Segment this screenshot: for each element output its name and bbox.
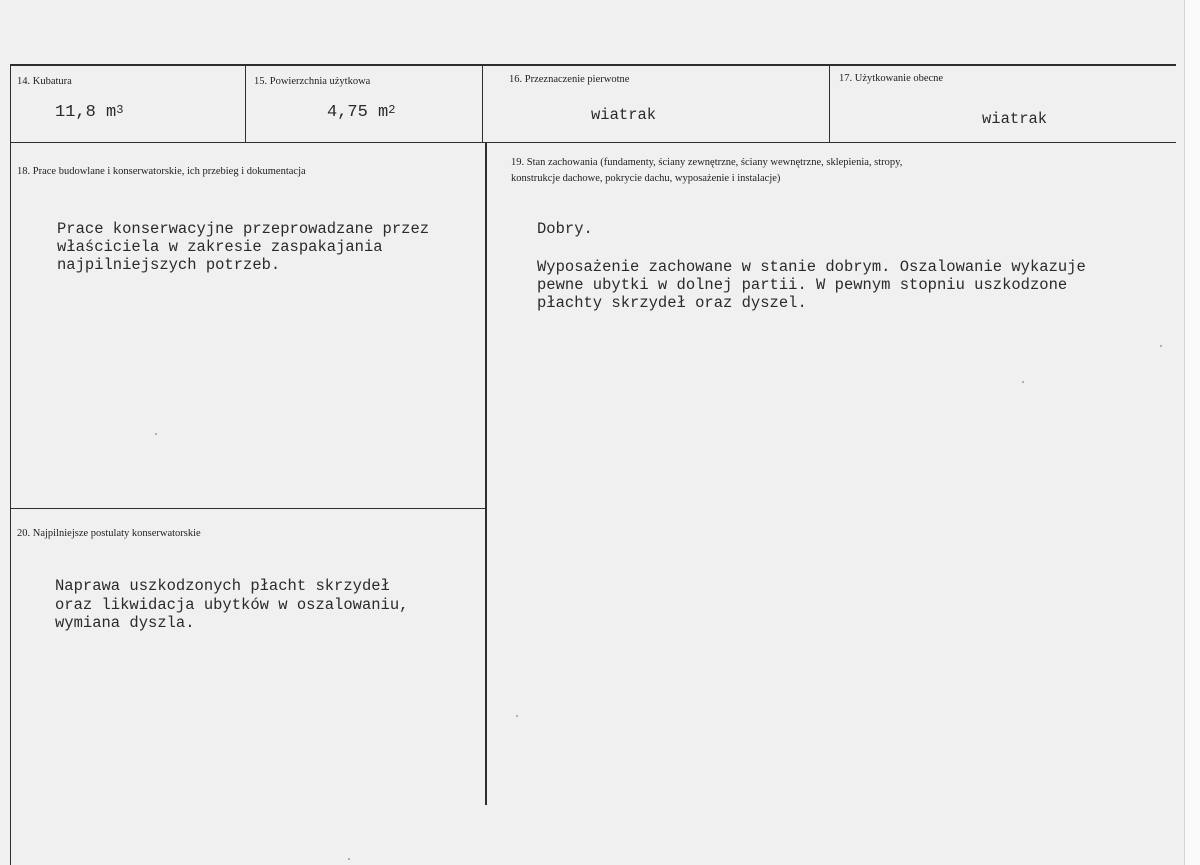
paper-speck: [1160, 345, 1162, 347]
paper-speck: [348, 858, 350, 860]
field-14-value-text: 11,8 m: [55, 103, 117, 122]
left-border: [10, 64, 11, 865]
paper-speck: [516, 715, 518, 717]
field-19-line: pewne ubytki w dolnej partii. W pewnym stopniu uszkodzone: [537, 276, 1068, 294]
field-20-line: Naprawa uszkodzonych płacht skrzydeł: [55, 577, 390, 595]
divider-15-16: [482, 64, 483, 143]
divider-16-17: [829, 64, 830, 143]
field-16-label: 16. Przeznaczenie pierwotne: [509, 74, 630, 85]
row1-bottom-rule: [10, 142, 1176, 143]
field-15-value: [327, 104, 395, 123]
field-18-label: 18. Prace budowlane i konserwatorskie, ich przebieg i dokumentacja: [17, 166, 306, 177]
center-divider: [485, 143, 487, 805]
paper-speck: [155, 433, 157, 435]
field-19-label-line1: 19. Stan zachowania (fundamenty, ściany zewnętrzne, ściany wewnętrzne, sklepienia, stropy,: [511, 157, 903, 168]
field-18-line: Prace konserwacyjne przeprowadzane przez: [57, 220, 430, 238]
row2-bottom-rule: [10, 508, 485, 509]
field-18-line: właściciela w zakresie zaspakajania: [57, 238, 383, 256]
field-20-label: 20. Najpilniejsze postulaty konserwatorskie: [17, 528, 201, 539]
field-17-label: 17. Użytkowanie obecne: [839, 73, 944, 84]
field-15-value-text: 4,75 m: [327, 103, 389, 122]
field-17-value: wiatrak: [982, 110, 1048, 128]
field-15-label: 15. Powierzchnia użytkowa: [254, 76, 371, 87]
field-14-superscript: 3: [116, 103, 124, 117]
field-20-line: wymiana dyszla.: [55, 614, 195, 632]
field-19-line: płachty skrzydeł oraz dyszel.: [537, 294, 807, 312]
card-edge: [1184, 0, 1200, 865]
field-19-line: Wyposażenie zachowane w stanie dobrym. Oszalowanie wykazuje: [537, 258, 1086, 276]
paper-speck: [1022, 381, 1024, 383]
field-18-line: najpilniejszych potrzeb.: [57, 256, 281, 274]
divider-14-15: [245, 64, 246, 143]
field-19-label-line2: konstrukcje dachowe, pokrycie dachu, wyposażenie i instalacje): [511, 173, 781, 184]
field-19-summary: Dobry.: [537, 220, 593, 238]
field-15-superscript: 2: [388, 103, 396, 117]
field-16-value: wiatrak: [591, 106, 657, 124]
field-14-value: [55, 104, 123, 123]
field-20-line: oraz likwidacja ubytków w oszalowaniu,: [55, 596, 409, 614]
field-14-label: 14. Kubatura: [17, 76, 72, 87]
top-rule: [10, 64, 1176, 66]
